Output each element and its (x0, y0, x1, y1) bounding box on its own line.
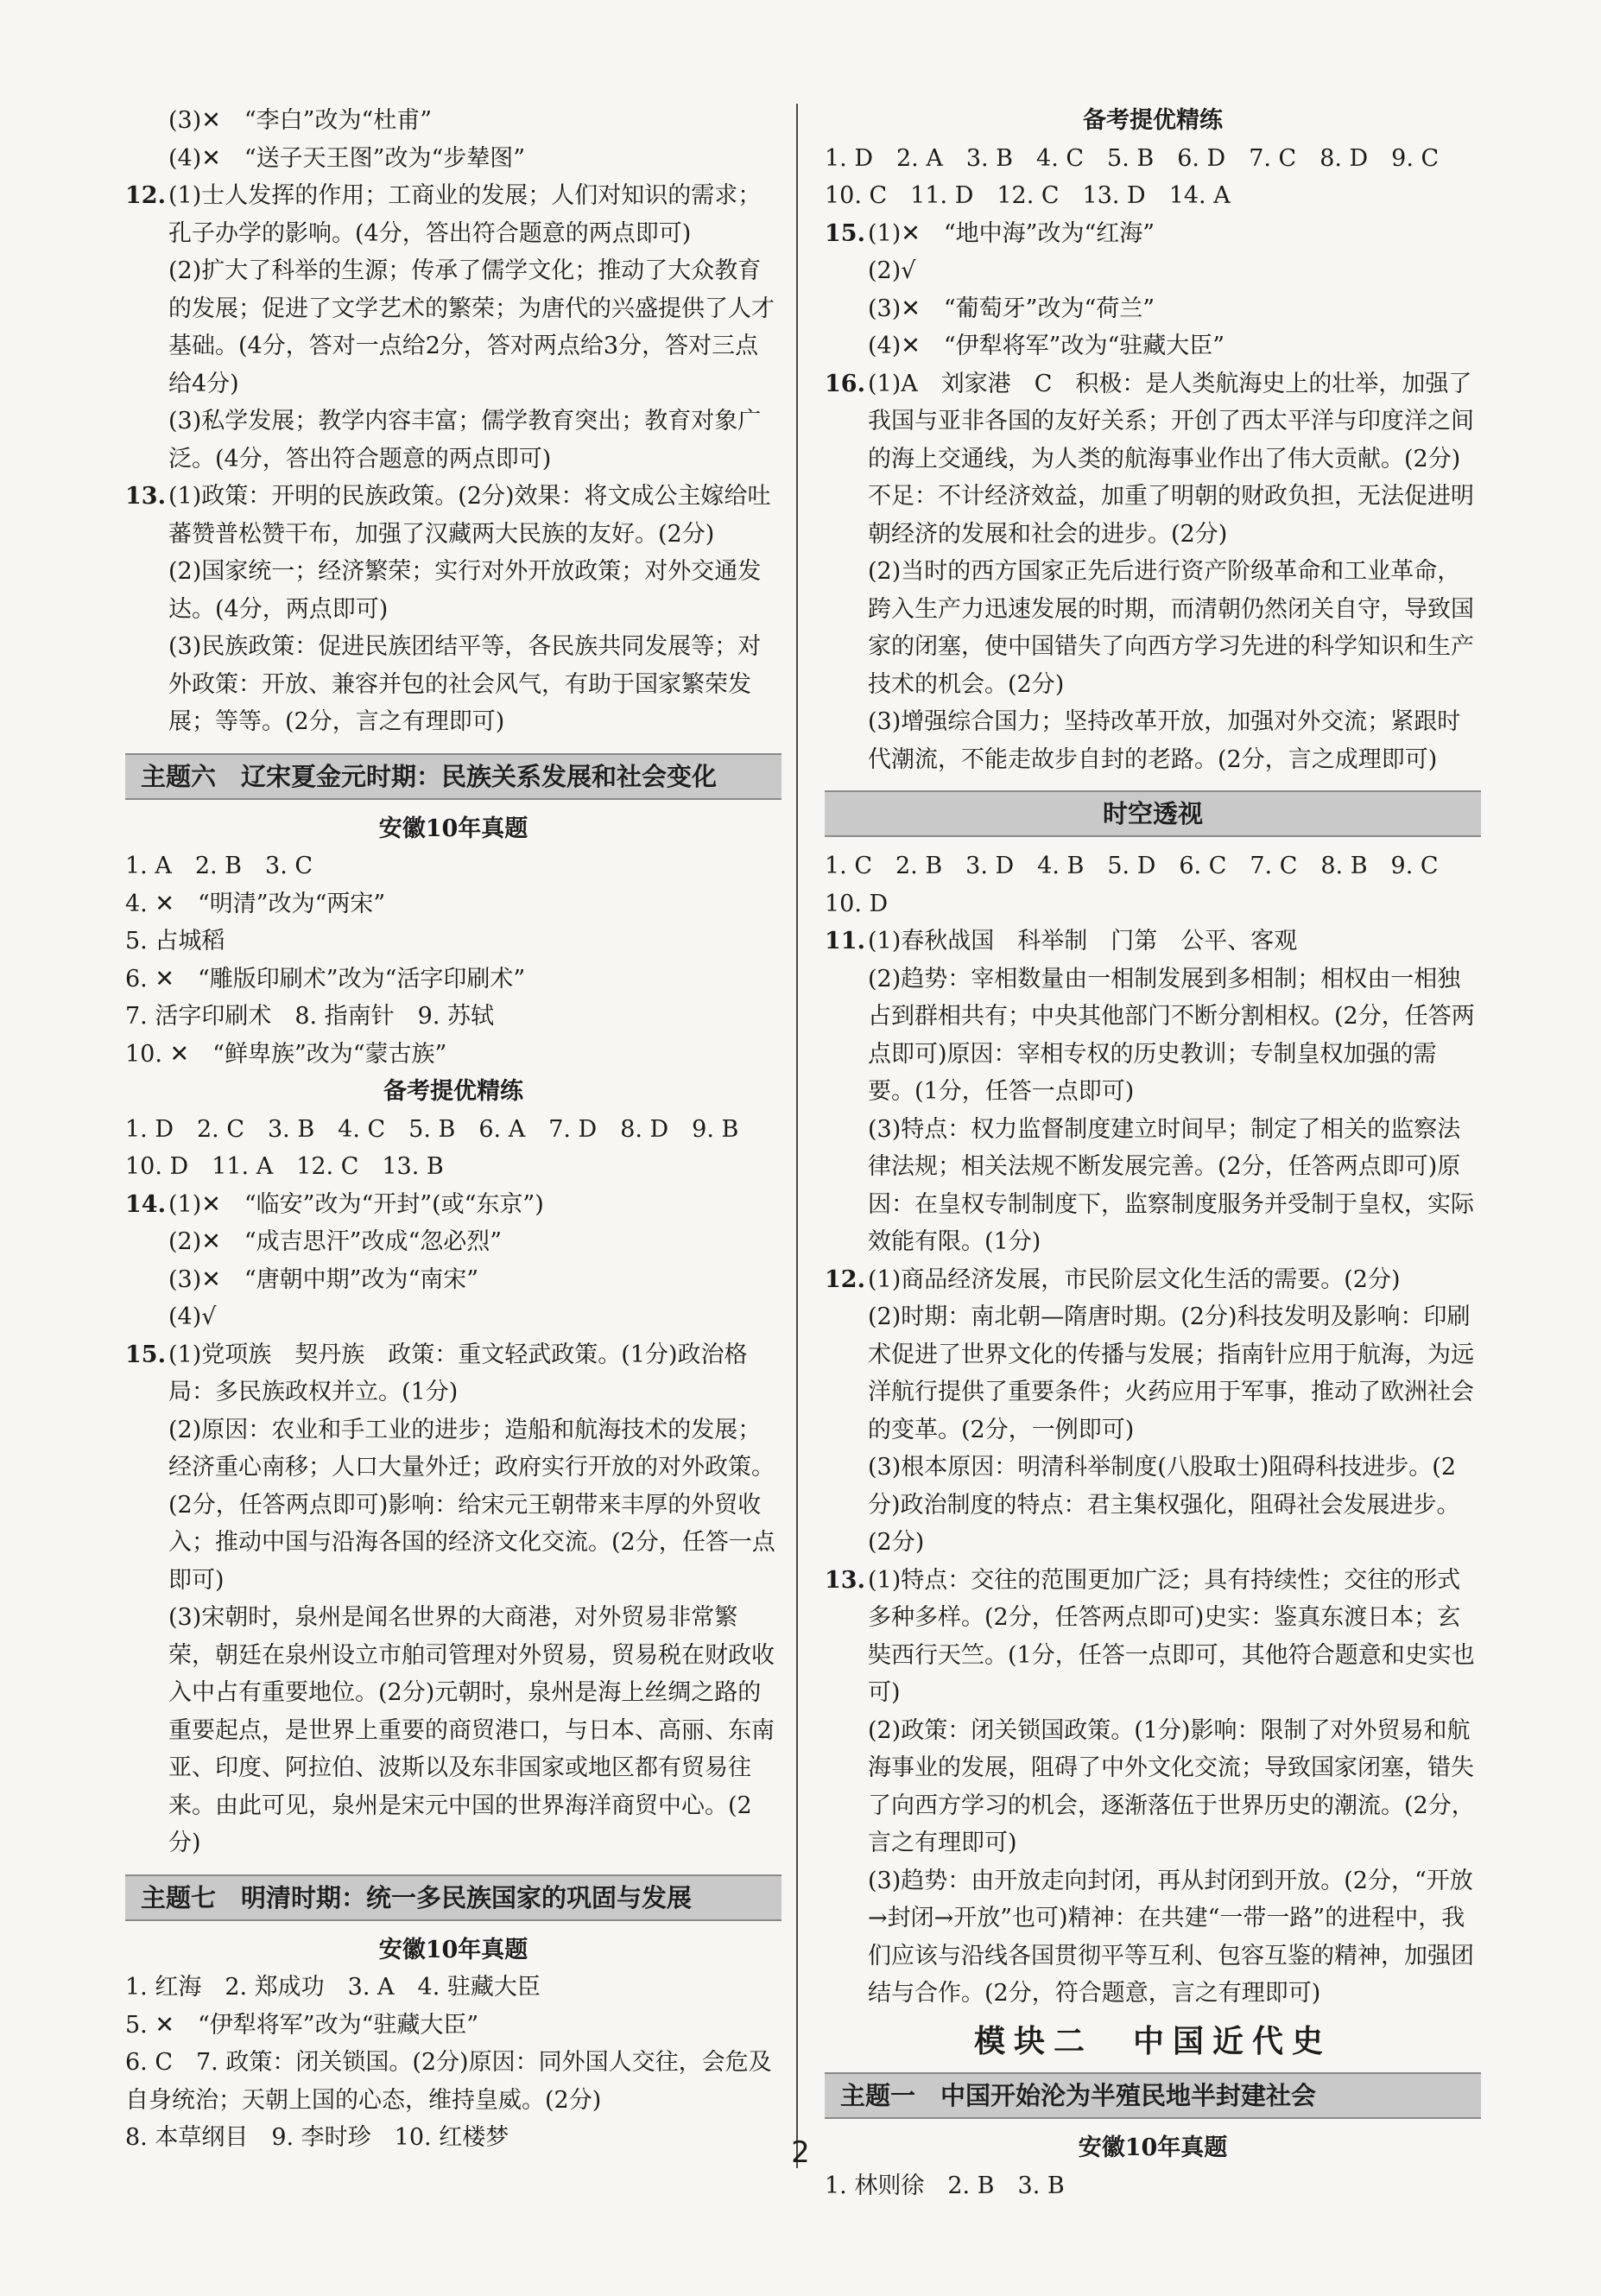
answer-line: (2)政策：闭关锁国政策。(1分)影响：限制了对外贸易和航海事业的发展，阻碍了中外文化交流；导致国家闭塞，错失了向西方学习的机会，逐渐落伍于世界历史的潮流。(2分，言之有理即可) (868, 1716, 1475, 1856)
answer-row: 6. ✕ “雕版印刷术”改为“活字印刷术” (125, 965, 526, 993)
answer-row: 4. ✕ “明清”改为“两宋” (125, 890, 386, 917)
shikong-header: 时空透视 (825, 790, 1481, 837)
answer-row: 8. 本草纲目 9. 李时珍 10. 红楼梦 (125, 2124, 509, 2151)
subhead-practice: 备考提优精练 (1083, 107, 1223, 134)
subhead-practice: 备考提优精练 (383, 1078, 523, 1105)
answer-row: 1. D 2. A 3. B 4. C 5. B 6. D 7. C 8. D 9. C (825, 144, 1440, 172)
theme1-header: 主题一 中国开始沦为半殖民地半封建社会 (825, 2072, 1481, 2119)
question-12: 12. (1)商品经济发展，市民阶层文化生活的需要。(2分) (825, 1265, 1401, 1293)
answer-line: (4)✕ “伊犁将军”改为“驻藏大臣” (868, 333, 1225, 359)
question-15: 15. (1)党项族 契丹族 政策：重文轻武政策。(1分)政治格局：多民族政权并立。(1分) (125, 1341, 748, 1405)
answer-line: (2)时期：南北朝—隋唐时期。(2分)科技发明及影响：印刷术促进了世界文化的传播与发展；指南针应用于航海，为远洋航行提供了重要条件；火药应用于军事，推动了欧洲社会的变革。(2分，一例即可) (868, 1303, 1474, 1443)
theme6-header: 主题六 辽宋夏金元时期：民族关系发展和社会变化 (125, 753, 782, 800)
answer-line: (3)宋朝时，泉州是闻名世界的大商港，对外贸易非常繁荣，朝廷在泉州设立市舶司管理对外贸易，贸易税在财政收入中占有重要地位。(2分)元朝时，泉州是海上丝绸之路的重要起点，是世界上重要的商贸港口，与日本、高丽、东南亚、印度、阿拉伯、波斯以及东非国家或地区都有贸易往来。由此可见，泉州是宋元中国的世界海洋商贸中心。(2分) (168, 1604, 775, 1856)
subhead-anhui: 安徽10年真题 (1078, 2134, 1228, 2161)
answer-line: (3)增强综合国力；坚持改革开放，加强对外交流；紧跟时代潮流，不能走故步自封的老路。(2分，言之成理即可) (868, 708, 1461, 773)
right-column (825, 102, 1481, 2204)
answer-line: (4)√ (168, 1303, 217, 1330)
answer-line: (2)✕ “成吉思汗”改成“忽必烈” (168, 1228, 503, 1255)
answer-line: (3)特点：权力监督制度建立时间早；制定了相关的监察法律法规；相关法规不断发展完善。(2分，任答两点即可)原因：在皇权专制制度下，监察制度服务并受制于皇权，实际效能有限。(1分) (868, 1115, 1474, 1255)
answer-line: (3)私学发展；教学内容丰富；儒学教育突出；教育对象广泛。(4分，答出符合题意的两点即可) (168, 408, 762, 473)
answer-row: 10. D 11. A 12. C 13. B (125, 1153, 444, 1180)
answer-row: 10. ✕ “鲜卑族”改为“蒙古族” (125, 1040, 447, 1068)
module-title: 模块二 中国近代史 (973, 2023, 1332, 2059)
answer-line: (3)民族政策：促进民族团结平等，各民族共同发展等；对外政策：开放、兼容并包的社会风气，有助于国家繁荣发展；等等。(2分，言之有理即可) (168, 633, 762, 735)
subhead-anhui: 安徽10年真题 (378, 1936, 528, 1963)
answer-row: 5. 占城稻 (125, 928, 225, 955)
answer-line: (3)✕ “葡萄牙”改为“荷兰” (868, 295, 1155, 322)
question-12: 12. (1)士人发挥的作用；工商业的发展；人们对知识的需求；孔子办学的影响。(4分，答出符合题意的两点即可) (125, 182, 762, 247)
answer-row: 1. 林则徐 2. B 3. B (825, 2172, 1065, 2199)
answer-row: 1. C 2. B 3. D 4. B 5. D 6. C 7. C 8. B 9. C (825, 853, 1439, 879)
answer-line: (2)当时的西方国家正先后进行资产阶级革命和工业革命，跨入生产力迅速发展的时期，而清朝仍然闭关自守，导致国家的闭塞，使中国错失了向西方学习先进的科学知识和生产技术的机会。(2分) (868, 558, 1474, 698)
answer-line: (3)根本原因：明清科举制度(八股取士)阻碍科技进步。(2分)政治制度的特点：君主集权强化，阻碍社会发展进步。(2分) (868, 1454, 1460, 1556)
question-11: 11. (1)春秋战国 科举制 门第 公平、客观 (825, 928, 1298, 955)
column-divider (796, 104, 798, 2168)
answer-line: (3)✕ “李白”改为“杜甫” (168, 107, 433, 134)
question-15: 15. (1)✕ “地中海”改为“红海” (825, 219, 1155, 247)
answer-row: 6. C 7. 政策：闭关锁国。(2分)原因：同外国人交往，会危及自身统治；天朝上国的心态，维持皇威。(2分) (125, 2049, 772, 2114)
answer-line: (2)原因：农业和手工业的进步；造船和航海技术的发展；经济重心南移；人口大量外迁；政府实行开放的对外政策。(2分，任答两点即可)影响：给宋元王朝带来丰厚的外贸收入；推动中国与沿海各国的经济文化交流。(2分，任答一点即可) (168, 1416, 775, 1594)
answer-row: 10. D (825, 890, 889, 917)
page-number: 2 (791, 2135, 810, 2170)
answer-line: (2)扩大了科举的生源；传承了儒学文化；推动了大众教育的发展；促进了文学艺术的繁荣；为唐代的兴盛提供了人才基础。(4分，答对一点给2分，答对两点给3分，答对三点给4分) (168, 257, 775, 397)
left-column (125, 102, 782, 2157)
answer-line: (2)趋势：宰相数量由一相制发展到多相制；相权由一相独占到群相共有；中央其他部门不断分割相权。(2分，任答两点即可)原因：宰相专权的历史教训；专制皇权加强的需要。(1分，任答一点即可) (868, 965, 1475, 1105)
answer-row: 10. C 11. D 12. C 13. D 14. A (825, 182, 1231, 209)
question-14: 14. (1)✕ “临安”改为“开封”(或“东京”) (125, 1190, 544, 1218)
answer-line: (2)√ (868, 257, 916, 284)
answer-line: (3)趋势：由开放走向封闭，再从封闭到开放。(2分，“开放→封闭→开放”也可)精神：在共建“一带一路”的进程中，我们应该与沿线各国贯彻平等互利、包容互鉴的精神，加强团结与合作。(2分，符合题意，言之有理即可) (868, 1867, 1474, 2007)
answer-row: 1. A 2. B 3. C (125, 853, 313, 879)
theme7-header: 主题七 明清时期：统一多民族国家的巩固与发展 (125, 1874, 782, 1921)
answer-row: 5. ✕ “伊犁将军”改为“驻藏大臣” (125, 2011, 479, 2039)
question-13: 13. (1)特点：交往的范围更加广泛；具有持续性；交往的形式多种多样。(2分，任答两点即可)史实：鉴真东渡日本；玄奘西行天竺。(1分，任答一点即可，其他符合题意和史实也可) (825, 1566, 1475, 1706)
answer-row: 7. 活字印刷术 8. 指南针 9. 苏轼 (125, 1003, 495, 1030)
subhead-anhui: 安徽10年真题 (378, 815, 528, 842)
answer-line: (2)国家统一；经济繁荣；实行对外开放政策；对外交通发达。(4分，两点即可) (168, 558, 762, 623)
question-16: 16. (1)A 刘家港 C 积极：是人类航海史上的壮举，加强了我国与亚非各国的友好关系；开创了西太平洋与印度洋之间的海上交通线，为人类的航海事业作出了伟大贡献。(2分)不足：不计经济效益，加重了明朝的财政负担，无法促进明朝经济的发展和社会的进步。(2分) (825, 370, 1474, 548)
answer-row: 1. D 2. C 3. B 4. C 5. B 6. A 7. D 8. D 9. B (125, 1115, 739, 1143)
question-13: 13. (1)政策：开明的民族政策。(2分)效果：将文成公主嫁给吐蕃赞普松赞干布，加强了汉藏两大民族的友好。(2分) (125, 483, 771, 548)
answer-line: (4)✕ “送子天王图”改为“步辇图” (168, 144, 526, 172)
answer-row: 1. 红海 2. 郑成功 3. A 4. 驻藏大臣 (125, 1974, 541, 2001)
answer-line: (3)✕ “唐朝中期”改为“南宋” (168, 1265, 479, 1293)
